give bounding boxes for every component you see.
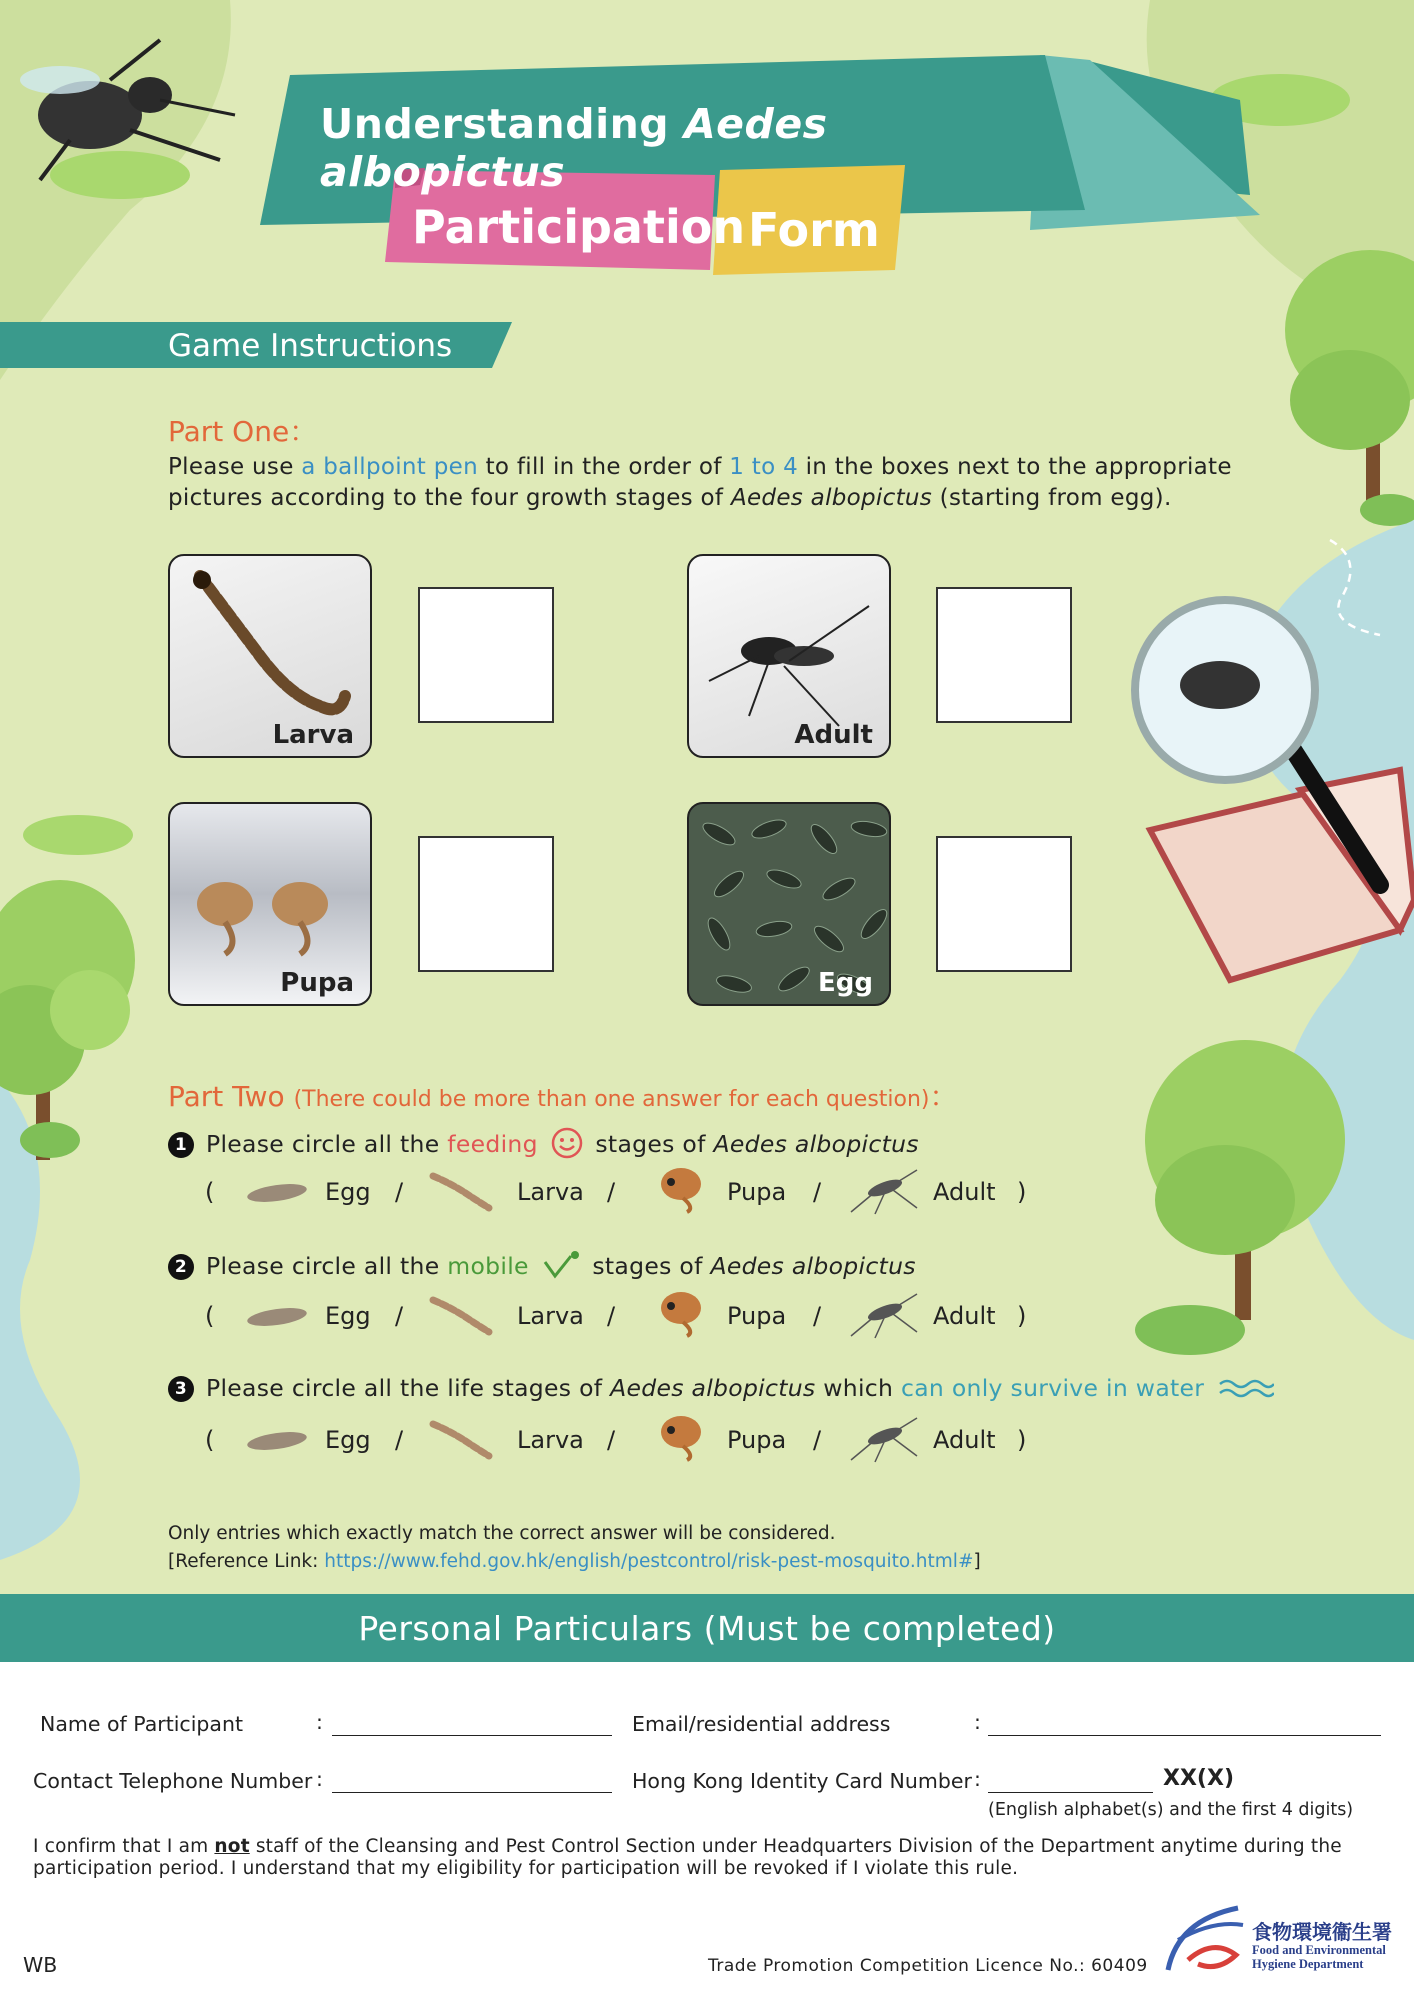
egg-photo — [687, 802, 891, 1006]
option-egg[interactable]: Egg — [325, 1302, 371, 1330]
licence-number: Trade Promotion Competition Licence No.: 60409 — [708, 1956, 1148, 1976]
larva-photo — [168, 554, 372, 758]
egg-label: Egg — [818, 968, 873, 998]
hkid-hint: (English alphabet(s) and the first 4 digits) — [988, 1800, 1354, 1820]
larva-option-icon[interactable] — [427, 1168, 497, 1216]
dept-en-line-1: Food and Environmental — [1252, 1943, 1386, 1957]
open-paren: ( — [205, 1426, 215, 1454]
title-prefix: Understanding — [320, 100, 684, 148]
question-1 — [168, 1126, 919, 1160]
hkid-label: Hong Kong Identity Card Number — [632, 1769, 972, 1793]
phone-input-line[interactable] — [332, 1792, 612, 1793]
larva-option-icon[interactable] — [427, 1416, 497, 1464]
adult-option-icon[interactable] — [845, 1288, 921, 1340]
instr-text: pictures according to the four growth stages of — [168, 485, 731, 511]
separator: / — [607, 1178, 616, 1206]
pupa-option-icon[interactable] — [653, 1162, 713, 1214]
pupa-photo — [168, 802, 372, 1006]
hkid-colon: : — [974, 1767, 981, 1791]
q1-text: stages of — [595, 1130, 714, 1158]
part-two-title: Part Two — [168, 1080, 294, 1113]
separator: / — [813, 1426, 822, 1454]
option-adult[interactable]: Adult — [933, 1426, 996, 1454]
option-pupa[interactable]: Pupa — [727, 1426, 787, 1454]
close-paren: ) — [1017, 1426, 1027, 1454]
option-adult[interactable]: Adult — [933, 1302, 996, 1330]
question-3 — [168, 1374, 1274, 1402]
question-2-options — [205, 1292, 1065, 1340]
part-one-instructions — [168, 452, 1268, 514]
keyword-feeding: feeding — [447, 1130, 538, 1158]
egg-option-icon[interactable] — [245, 1180, 309, 1206]
instr-species: Aedes albopictus — [730, 485, 933, 511]
section-tab-game-instructions: Game Instructions — [168, 328, 453, 364]
adult-label: Adult — [794, 720, 873, 750]
question-1-number: 1 — [168, 1132, 194, 1158]
instr-text: Please use — [168, 454, 302, 480]
adult-answer-box[interactable] — [936, 587, 1072, 723]
separator: / — [813, 1178, 822, 1206]
highlight-ballpoint-pen: a ballpoint pen — [301, 454, 478, 480]
separator: / — [813, 1302, 822, 1330]
q1-text: Please circle all the — [206, 1130, 448, 1158]
question-2 — [168, 1250, 916, 1280]
name-input-line[interactable] — [332, 1735, 612, 1736]
egg-option-icon[interactable] — [245, 1304, 309, 1330]
question-2-number: 2 — [168, 1254, 194, 1280]
particulars-heading: Personal Particulars (Must be completed) — [358, 1609, 1056, 1648]
title-species: Aedes albopictus — [320, 100, 828, 196]
q1-species: Aedes albopictus — [713, 1130, 919, 1158]
subtitle-participation: Participation — [412, 200, 746, 254]
exact-match-note: Only entries which exactly match the correct answer will be considered. — [168, 1523, 836, 1544]
question-1-options — [205, 1168, 1065, 1216]
ref-prefix: [Reference Link: — [168, 1551, 325, 1572]
dept-english-name — [1252, 1943, 1386, 1971]
q3-species: Aedes albopictus — [610, 1374, 816, 1402]
hkid-input-line[interactable] — [988, 1792, 1153, 1793]
instr-text: to fill in the order of — [477, 454, 730, 480]
pupa-label: Pupa — [280, 968, 354, 998]
form-code: WB — [23, 1953, 58, 1977]
option-adult[interactable]: Adult — [933, 1178, 996, 1206]
part-two-note: (There could be more than one answer for each question) — [293, 1087, 930, 1112]
q2-text: Please circle all the — [206, 1252, 448, 1280]
adult-option-icon[interactable] — [845, 1164, 921, 1216]
question-3-options — [205, 1416, 1065, 1464]
pupa-answer-box[interactable] — [418, 836, 554, 972]
email-input-line[interactable] — [988, 1735, 1381, 1736]
egg-answer-box[interactable] — [936, 836, 1072, 972]
tree-right-bottom-icon — [1135, 1040, 1345, 1355]
separator: / — [395, 1302, 404, 1330]
adult-photo — [687, 554, 891, 758]
confirm-not: not — [214, 1836, 250, 1857]
option-pupa[interactable]: Pupa — [727, 1178, 787, 1206]
open-paren: ( — [205, 1178, 215, 1206]
option-larva[interactable]: Larva — [517, 1426, 584, 1454]
close-paren: ) — [1017, 1302, 1027, 1330]
keyword-water: can only survive in water — [900, 1374, 1205, 1402]
option-larva[interactable]: Larva — [517, 1178, 584, 1206]
separator: / — [395, 1178, 404, 1206]
part-one-heading: Part One： — [168, 415, 318, 448]
larva-answer-box[interactable] — [418, 587, 554, 723]
email-label: Email/residential address — [632, 1712, 891, 1736]
confirm-text: staff of the Cleansing and Pest Control Section under Headquarters Division of the Department anytime during the — [249, 1836, 1342, 1857]
option-pupa[interactable]: Pupa — [727, 1302, 787, 1330]
reference-line — [168, 1548, 981, 1576]
smiley-icon — [550, 1126, 584, 1160]
dept-en-line-2: Hygiene Department — [1252, 1957, 1364, 1971]
name-colon: : — [316, 1710, 323, 1734]
part-two-heading — [168, 1075, 958, 1115]
hkid-suffix: XX(X) — [1163, 1766, 1234, 1791]
keyword-mobile: mobile — [447, 1252, 529, 1280]
dept-chinese-name: 食物環境衞生署 — [1252, 1920, 1392, 1944]
adult-option-icon[interactable] — [845, 1412, 921, 1464]
q2-species: Aedes albopictus — [710, 1252, 916, 1280]
confirm-text: I confirm that I am — [33, 1836, 215, 1857]
larva-option-icon[interactable] — [427, 1292, 497, 1340]
pupa-option-icon[interactable] — [653, 1286, 713, 1338]
q3-text: Please circle all the life stages of — [206, 1374, 611, 1402]
confirmation-statement — [33, 1836, 1393, 1880]
question-3-number: 3 — [168, 1376, 194, 1402]
option-larva[interactable]: Larva — [517, 1302, 584, 1330]
option-egg[interactable]: Egg — [325, 1426, 371, 1454]
phone-label: Contact Telephone Number — [33, 1769, 313, 1793]
phone-colon: : — [316, 1767, 323, 1791]
fehd-logo-icon — [1158, 1900, 1248, 1980]
tree-right-top-icon — [1285, 250, 1414, 526]
option-egg[interactable]: Egg — [325, 1178, 371, 1206]
email-colon: : — [974, 1710, 981, 1734]
close-paren: ) — [1017, 1178, 1027, 1206]
separator: / — [607, 1426, 616, 1454]
q2-text: stages of — [592, 1252, 711, 1280]
sprout-icon — [541, 1250, 581, 1280]
pupa-option-icon[interactable] — [653, 1410, 713, 1462]
instr-text: in the boxes next to the appropriate — [798, 454, 1232, 480]
part-two-colon: ： — [929, 1080, 958, 1113]
larva-label: Larva — [272, 720, 354, 750]
egg-option-icon[interactable] — [245, 1428, 309, 1454]
subtitle-form: Form — [748, 203, 880, 257]
separator: / — [395, 1426, 404, 1454]
instr-text: (starting from egg). — [932, 485, 1172, 511]
separator: / — [607, 1302, 616, 1330]
q3-text: which — [815, 1374, 901, 1402]
confirm-text: participation period. I understand that my eligibility for participation will be revoked if I violate this rule. — [33, 1858, 1019, 1879]
page-title — [320, 100, 1060, 196]
entry-note — [168, 1520, 981, 1576]
name-label: Name of Participant — [40, 1712, 244, 1736]
highlight-order: 1 to 4 — [729, 454, 798, 480]
open-paren: ( — [205, 1302, 215, 1330]
water-waves-icon — [1218, 1376, 1274, 1400]
reference-link[interactable]: https://www.fehd.gov.hk/english/pestcontrol/risk-pest-mosquito.html# — [324, 1551, 974, 1572]
ref-suffix: ] — [973, 1551, 981, 1572]
